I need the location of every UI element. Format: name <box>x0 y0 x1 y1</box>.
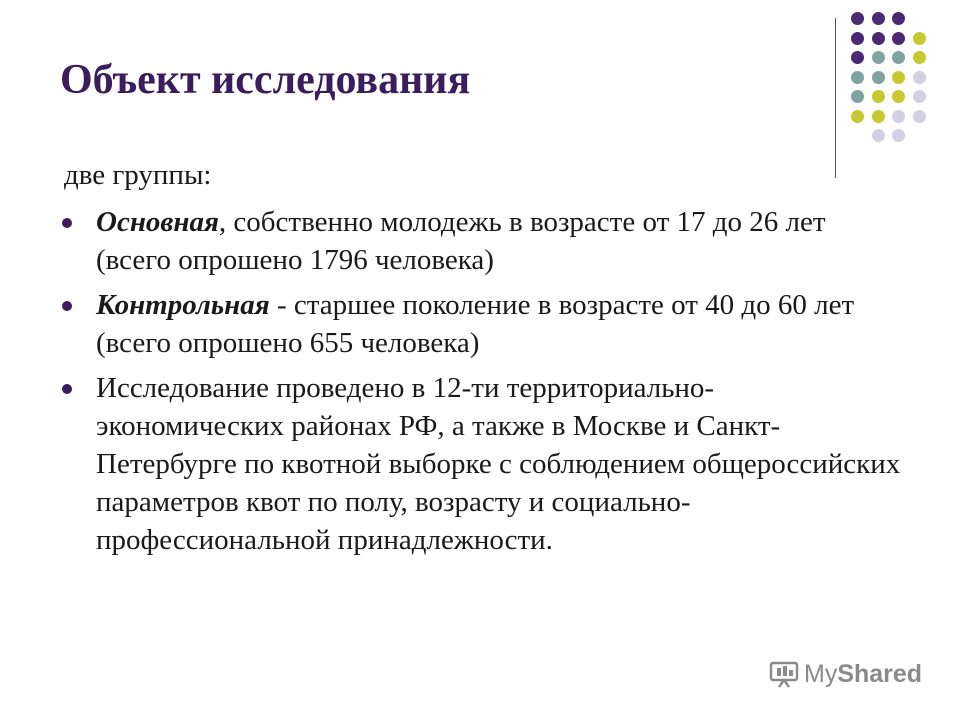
decorative-dot <box>851 71 864 84</box>
decorative-dot <box>872 90 885 103</box>
decorative-dot <box>872 129 885 142</box>
bullet-text: - старшее поколение в возрасте от 40 до 60 лет (всего опрошено 655 человека) <box>96 289 855 359</box>
decorative-dot <box>913 32 926 45</box>
decorative-dot <box>892 110 905 123</box>
decorative-dot <box>851 12 864 25</box>
decorative-dot <box>851 51 864 64</box>
bullet-item-study-regions <box>62 369 902 559</box>
intro-text: две группы: <box>64 159 212 191</box>
decorative-dot <box>913 110 926 123</box>
bullet-term: Контрольная <box>96 289 270 321</box>
title-divider-line <box>835 18 836 178</box>
decorative-dot <box>913 51 926 64</box>
decorative-dot <box>892 71 905 84</box>
decorative-dot <box>892 51 905 64</box>
decorative-dot <box>892 32 905 45</box>
watermark-prefix: My <box>804 659 838 688</box>
decorative-dot <box>851 32 864 45</box>
bullet-icon <box>62 301 72 311</box>
bullet-item-main-group <box>62 203 902 279</box>
bullet-list <box>62 203 902 559</box>
bullet-text: , собственно молодежь в возрасте от 17 до 26 лет (всего опрошено 1796 человека) <box>96 206 826 276</box>
presentation-screen-icon <box>768 659 800 689</box>
watermark-suffix: Shared <box>837 659 923 688</box>
decorative-dot <box>892 90 905 103</box>
slide-body <box>62 156 902 566</box>
decorative-dot <box>872 12 885 25</box>
decorative-dot <box>913 71 926 84</box>
bullet-icon <box>62 218 72 228</box>
decorative-dot <box>913 90 926 103</box>
decorative-dot <box>872 51 885 64</box>
decorative-dot <box>892 12 905 25</box>
decorative-dot <box>872 110 885 123</box>
bullet-text: Исследование проведено в 12-ти территориально-экономических районах РФ, а также в Москве и Санкт-Петербурге по квотной выборке с соблюдением общероссийских параметров квот по полу, возрасту и социально-профессиональной принадлежности. <box>96 372 901 556</box>
decorative-dot <box>851 90 864 103</box>
decorative-dot-grid <box>851 12 951 162</box>
bullet-item-control-group <box>62 286 902 362</box>
slide-title: Объект исследования <box>60 57 471 103</box>
bullet-term: Основная <box>96 206 219 238</box>
decorative-dot <box>851 110 864 123</box>
myshared-watermark <box>768 656 922 692</box>
bullet-icon <box>62 384 72 394</box>
decorative-dot <box>892 129 905 142</box>
decorative-dot <box>872 32 885 45</box>
decorative-dot <box>872 71 885 84</box>
